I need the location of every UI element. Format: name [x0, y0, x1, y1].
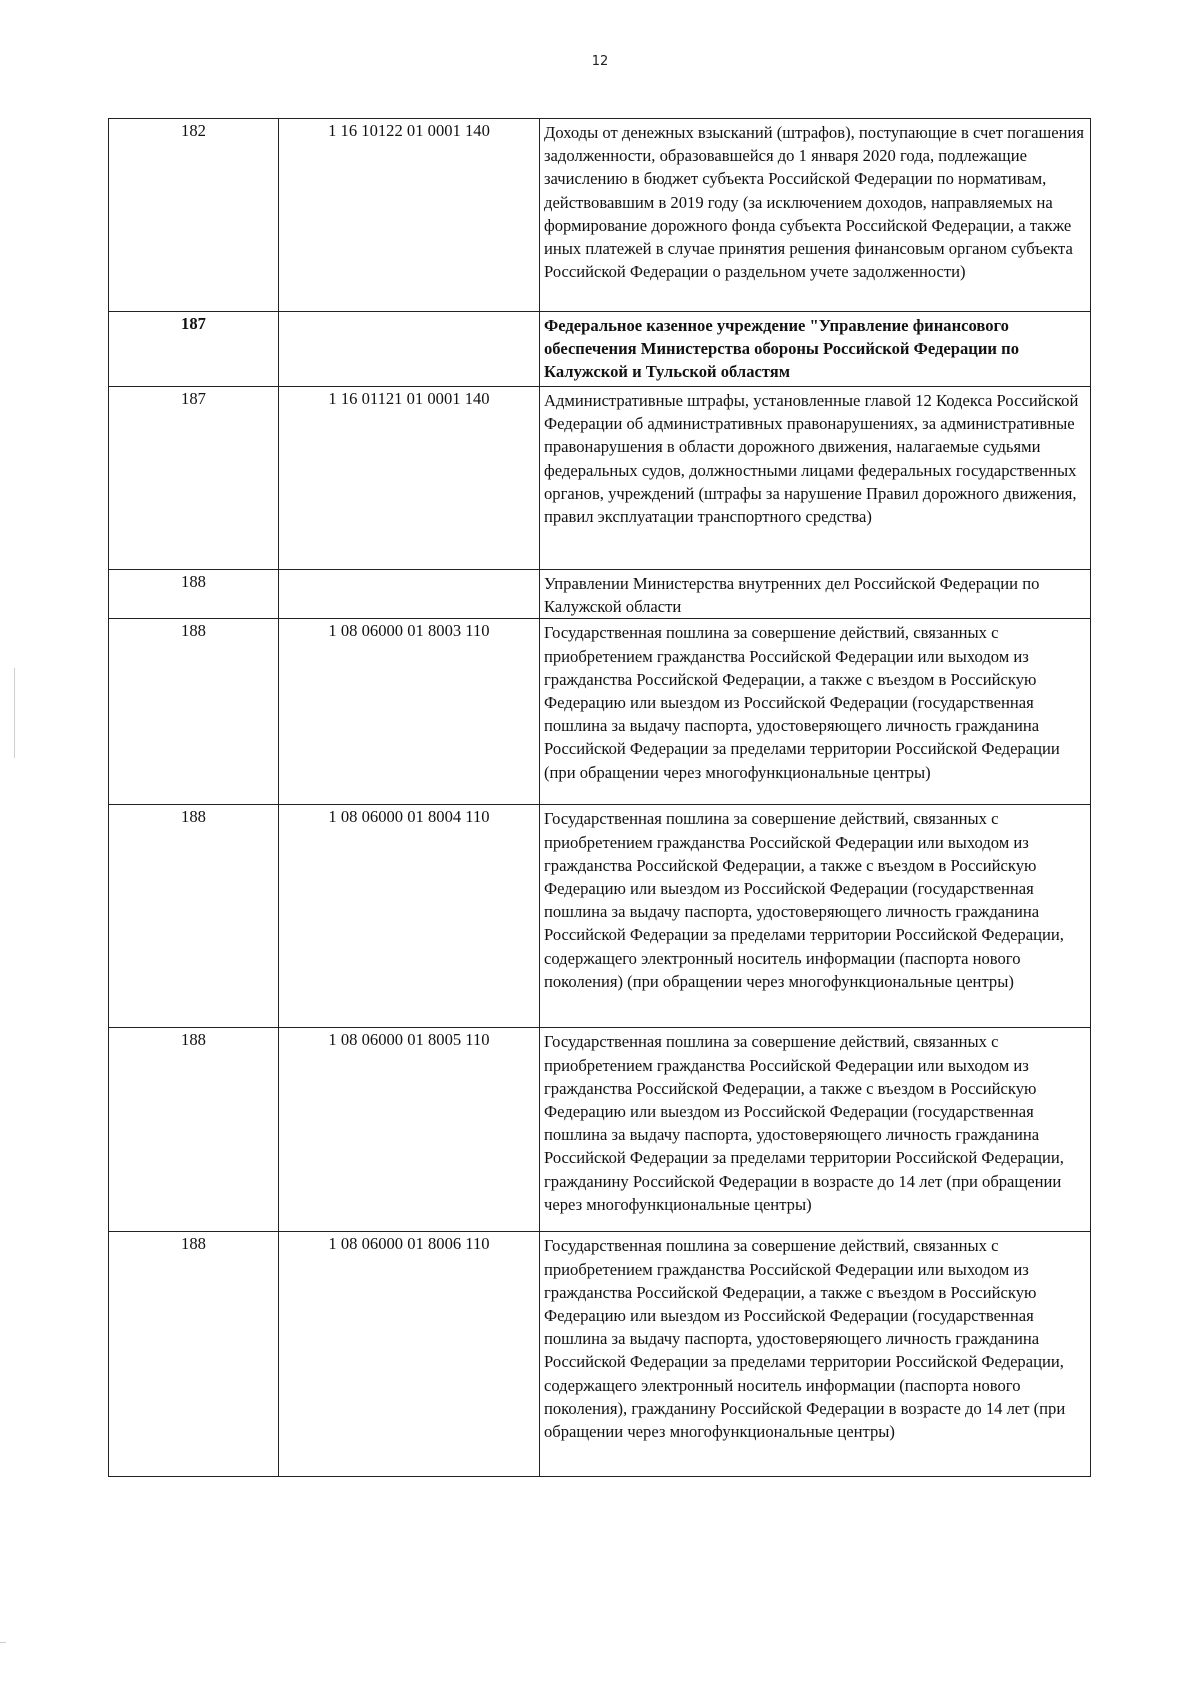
budget-code-cell: 1 08 06000 01 8004 110	[279, 805, 540, 1028]
description-cell: Административные штрафы, установленные главой 12 Кодекса Российской Федерации об административных правонарушениях, за административные правонарушения в области дорожного движения, налагаемые судьями федеральных судов, должностными лицами федеральных государственных органов, учреждений (штрафы за нарушение Правил дорожного движения, правил эксплуатации транспортного средства)	[540, 387, 1091, 570]
table-row	[109, 570, 1091, 619]
description-cell: Государственная пошлина за совершение действий, связанных с приобретением гражданства Российской Федерации или выходом из гражданства Российской Федерации, а также с въездом в Российскую Федерацию или выездом из Российской Федерации (государственная пошлина за выдачу паспорта, удостоверяющего личность гражданина Российской Федерации за пределами территории Российской Федерации (при обращении через многофункциональные центры)	[540, 619, 1091, 805]
table-row	[109, 119, 1091, 312]
description-cell: Государственная пошлина за совершение действий, связанных с приобретением гражданства Российской Федерации или выходом из гражданства Российской Федерации, а также с въездом в Российскую Федерацию или выездом из Российской Федерации (государственная пошлина за выдачу паспорта, удостоверяющего личность гражданина Российской Федерации за пределами территории Российской Федерации, содержащего электронный носитель информации (паспорта нового поколения) (при обращении через многофункциональные центры)	[540, 805, 1091, 1028]
scan-edge-mark	[0, 1642, 6, 1643]
table-row	[109, 1028, 1091, 1232]
scan-edge-mark	[14, 668, 15, 758]
budget-code-cell: 1 16 01121 01 0001 140	[279, 387, 540, 570]
table-row	[109, 619, 1091, 805]
budget-code-cell: 1 08 06000 01 8003 110	[279, 619, 540, 805]
admin-code-cell: 182	[109, 119, 279, 312]
admin-code-cell: 188	[109, 1028, 279, 1232]
description-cell: Государственная пошлина за совершение действий, связанных с приобретением гражданства Российской Федерации или выходом из гражданства Российской Федерации, а также с въездом в Российскую Федерацию или выездом из Российской Федерации (государственная пошлина за выдачу паспорта, удостоверяющего личность гражданина Российской Федерации за пределами территории Российской Федерации, гражданину Российской Федерации в возрасте до 14 лет (при обращении через многофункциональные центры)	[540, 1028, 1091, 1232]
admin-code-cell: 187	[109, 387, 279, 570]
budget-code-cell: 1 16 10122 01 0001 140	[279, 119, 540, 312]
table-row	[109, 1232, 1091, 1477]
table-row	[109, 387, 1091, 570]
description-cell: Доходы от денежных взысканий (штрафов), поступающие в счет погашения задолженности, образовавшейся до 1 января 2020 года, подлежащие зачислению в бюджет субъекта Российской Федерации по нормативам, действовавшим в 2019 году (за исключением доходов, направляемых на формирование дорожного фонда субъекта Российской Федерации, а также иных платежей в случае принятия решения финансовым органом субъекта Российской Федерации о раздельном учете задолженности)	[540, 119, 1091, 312]
admin-code-cell: 188	[109, 570, 279, 619]
agency-heading-cell: Федеральное казенное учреждение "Управление финансового обеспечения Министерства обороны Российской Федерации по Калужской и Тульской областям	[540, 312, 1091, 387]
budget-code-cell: 1 08 06000 01 8005 110	[279, 1028, 540, 1232]
description-cell: Государственная пошлина за совершение действий, связанных с приобретением гражданства Российской Федерации или выходом из гражданства Российской Федерации, а также с въездом в Российскую Федерацию или выездом из Российской Федерации (государственная пошлина за выдачу паспорта, удостоверяющего личность гражданина Российской Федерации за пределами территории Российской Федерации, содержащего электронный носитель информации (паспорта нового поколения), гражданину Российской Федерации в возрасте до 14 лет (при обращении через многофункциональные центры)	[540, 1232, 1091, 1477]
agency-heading-cell: Управлении Министерства внутренних дел Российской Федерации по Калужской области	[540, 570, 1091, 619]
table-row	[109, 312, 1091, 387]
admin-code-cell: 188	[109, 619, 279, 805]
page-number: 12	[591, 54, 609, 69]
table-row	[109, 805, 1091, 1028]
budget-code-cell: 1 08 06000 01 8006 110	[279, 1232, 540, 1477]
admin-code-cell: 187	[109, 312, 279, 387]
admin-code-cell: 188	[109, 1232, 279, 1477]
admin-code-cell: 188	[109, 805, 279, 1028]
budget-code-cell	[279, 312, 540, 387]
budget-code-cell	[279, 570, 540, 619]
revenue-codes-table	[108, 118, 1091, 1477]
